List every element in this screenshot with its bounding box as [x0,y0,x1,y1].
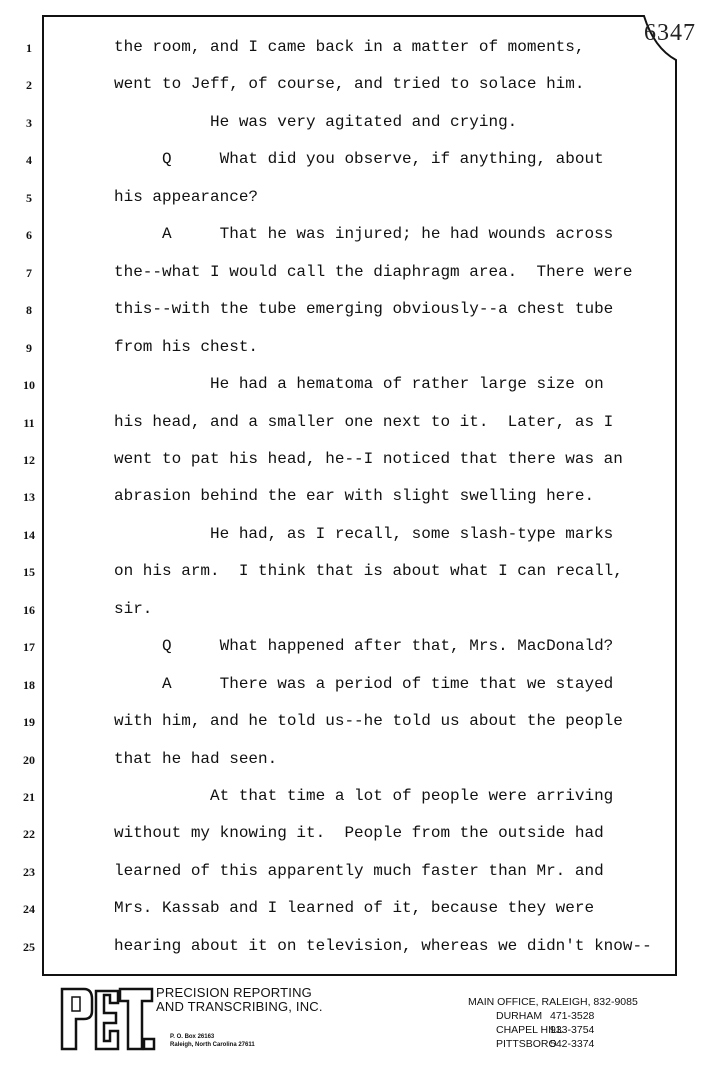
line-number: 21 [23,790,35,804]
line-number: 13 [23,490,35,505]
transcript-line: that he had seen. [114,749,278,768]
office-row [468,1023,638,1037]
line-number: 25 [23,939,35,954]
line-number: 23 [23,864,35,879]
transcript-line: A There was a period of time that we stayed [114,674,614,693]
office-phone: 471-3528 [550,1010,595,1022]
address-line-1: P. O. Box 26163 [170,1034,215,1040]
transcript-line: on his arm. I think that is about what I can recall, [114,562,623,581]
company-line-1: PRECISION REPORTING [156,985,312,1000]
line-number: 20 [23,752,35,767]
transcript-line: his head, and a smaller one next to it. Later, as I [114,412,614,431]
line-number: 18 [23,677,35,692]
office-list [468,995,638,1051]
transcript-line: from his chest. [114,337,259,356]
line-number: 3 [26,115,32,130]
transcript-line: the--what I would call the diaphragm area. There were [114,262,633,281]
line-number: 22 [23,827,35,842]
office-row [468,1009,638,1023]
line-number: 6 [26,228,32,243]
line-number: 8 [26,303,32,318]
line-number: 19 [23,715,35,730]
transcript-line: Q What happened after that, Mrs. MacDonald? [114,637,614,656]
line-number: 17 [23,640,35,655]
transcript-line: hearing about it on television, whereas we didn't know-- [114,936,652,955]
page-number: 6347 [644,20,696,46]
company-line-2: AND TRANSCRIBING, INC. [156,999,323,1014]
office-phone: 933-3754 [550,1024,595,1036]
transcript-line: Q What did you observe, if anything, about [114,150,604,169]
line-number: 24 [23,902,35,917]
transcript-line: He had, as I recall, some slash-type marks [114,524,614,543]
line-number: 11 [23,415,35,430]
transcript-line: this--with the tube emerging obviously--a chest tube [114,300,614,319]
transcript-line: At that time a lot of people were arriving [114,787,614,805]
transcript-line: A That he was injured; he had wounds across [114,225,614,244]
office-row [468,1037,638,1051]
transcript-line: his appearance? [114,187,259,206]
transcript-line: learned of this apparently much faster than Mr. and [114,861,604,880]
line-number: 7 [26,265,32,280]
transcript-line: with him, and he told us--he told us about the people [114,712,623,731]
main-office: MAIN OFFICE, RALEIGH, 832-9085 [468,996,638,1008]
transcript-line: He was very agitated and crying. [114,112,518,131]
line-number: 9 [26,340,32,355]
office-phone: 542-3374 [550,1038,595,1050]
line-number: 14 [23,527,35,542]
company-logo [58,985,156,1055]
office-name: DURHAM [496,1010,543,1022]
transcript-line: without my knowing it. People from the outside had [114,824,604,843]
company-name [156,986,323,1014]
transcript-line: Mrs. Kassab and I learned of it, because they were [114,899,595,918]
line-number: 4 [26,153,32,168]
transcript-line: abrasion behind the ear with slight swelling here. [114,487,595,506]
office-name: CHAPEL HILL [496,1024,563,1036]
line-number: 2 [26,78,32,93]
line-number: 16 [23,602,35,617]
office-name: PITTSBORO [496,1038,557,1050]
line-number: 1 [26,41,32,55]
transcript-line: went to pat his head, he--I noticed that there was an [114,449,623,468]
transcript-line: the room, and I came back in a matter of moments, [114,38,585,56]
line-number: 12 [23,452,35,467]
address-line-2: Raleigh, North Carolina 27611 [170,1042,255,1048]
line-number: 5 [26,190,32,205]
line-number: 15 [23,565,35,580]
transcript-line: went to Jeff, of course, and tried to solace him. [114,75,585,94]
transcript-line: He had a hematoma of rather large size on [114,375,604,394]
company-address [170,1033,255,1049]
transcript-line: sir. [114,599,153,618]
line-number: 10 [23,378,35,393]
